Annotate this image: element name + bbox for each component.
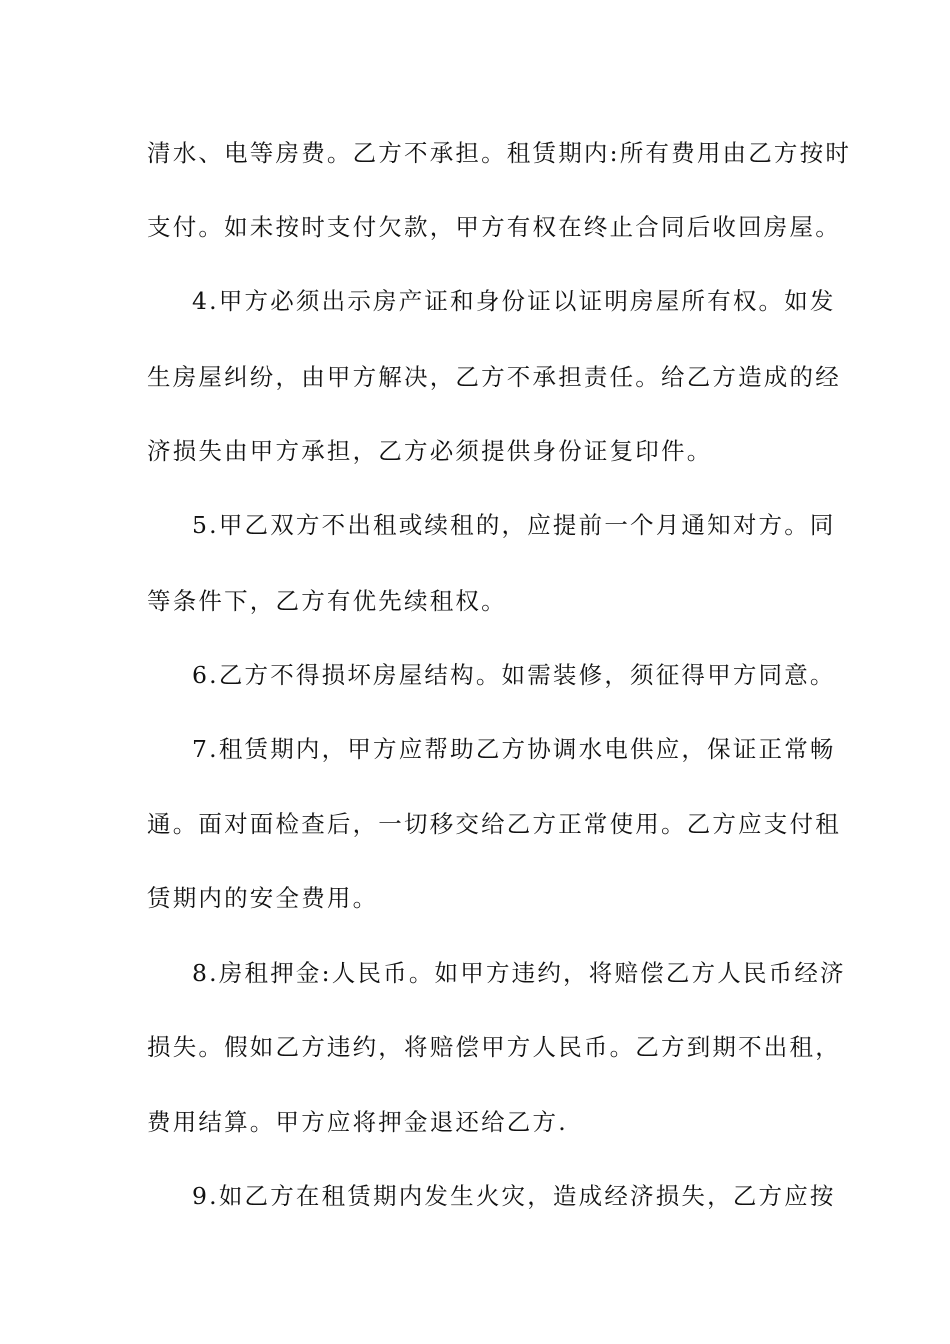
text-line: 通。面对面检查后，一切移交给乙方正常使用。乙方应支付租 (147, 810, 841, 838)
text-line: 生房屋纠纷，由甲方解决，乙方不承担责任。给乙方造成的经 (147, 363, 841, 391)
text-line: 等条件下，乙方有优先续租权。 (147, 587, 507, 615)
text-line: 9.如乙方在租赁期内发生火灾，造成经济损失，乙方应按 (192, 1182, 836, 1210)
text-line: 清水、电等房费。乙方不承担。租赁期内:所有费用由乙方按时 (147, 139, 852, 167)
text-line: 济损失由甲方承担，乙方必须提供身份证复印件。 (147, 437, 713, 465)
text-line: 赁期内的安全费用。 (147, 884, 379, 912)
text-line: 6.乙方不得损坏房屋结构。如需装修，须征得甲方同意。 (192, 661, 836, 689)
text-line: 5.甲乙双方不出租或续租的，应提前一个月通知对方。同 (192, 511, 836, 539)
text-line: 7.租赁期内，甲方应帮助乙方协调水电供应，保证正常畅 (192, 735, 836, 763)
text-line: 8.房租押金:人民币。如甲方违约，将赔偿乙方人民币经济 (192, 959, 846, 987)
text-line: 支付。如未按时支付欠款，甲方有权在终止合同后收回房屋。 (147, 213, 841, 241)
text-line: 费用结算。甲方应将押金退还给乙方. (147, 1108, 568, 1136)
text-line: 损失。假如乙方违约，将赔偿甲方人民币。乙方到期不出租， (147, 1033, 841, 1061)
text-line: 4.甲方必须出示房产证和身份证以证明房屋所有权。如发 (192, 287, 836, 315)
